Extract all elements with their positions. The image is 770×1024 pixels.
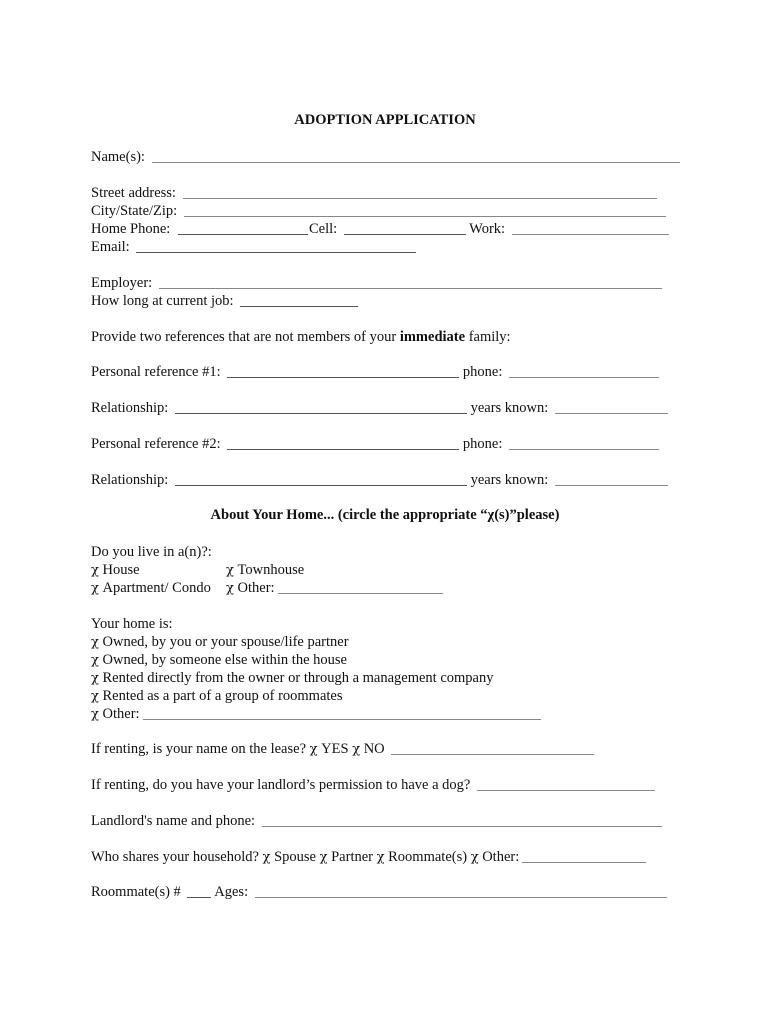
circle-option-icon: χ [319,850,328,865]
circle-option-icon: χ [226,581,234,596]
reference-1-phone-label: phone: [462,364,503,380]
reference-2-row [91,435,659,453]
apartment-option-label: Apartment/ Condo [102,580,211,596]
street-field[interactable] [183,184,657,199]
roommates-label: Roommate(s) [388,849,468,865]
ages-field[interactable] [255,883,667,898]
roommates-row [91,883,667,901]
landlord-name-row [91,812,662,830]
street-row [91,184,657,202]
circle-option-icon: χ [91,581,99,596]
landlord-permission-row [91,776,655,794]
landlord-permission-label: If renting, do you have your landlord’s permission to have a dog? [91,777,471,793]
circle-option-icon: χ [91,707,99,722]
lease-yes-option[interactable] [310,741,349,757]
employer-label: Employer: [91,275,153,291]
reference-1-label: Personal reference #1: [91,364,221,380]
names-row [91,148,680,166]
home-is-option[interactable] [91,651,347,669]
spouse-option[interactable] [263,849,316,865]
household-other-field[interactable] [522,848,646,863]
home-is-question: Your home is: [91,616,173,632]
partner-label: Partner [331,849,373,865]
employer-field[interactable] [159,274,662,289]
home-is-option[interactable] [91,669,494,687]
circle-option-icon: χ [376,850,385,865]
home-is-option[interactable] [91,705,541,723]
live-in-question: Do you live in a(n)?: [91,544,212,560]
circle-option-icon: χ [470,850,479,865]
circle-option-icon: χ [91,635,99,650]
work-label: Work: [469,221,506,237]
relationship-1-row [91,399,668,417]
circle-option-icon: χ [309,742,318,757]
references-intro-post: family: [465,329,511,345]
city-row [91,202,666,220]
home-is-option-label: Other: [102,706,140,722]
townhouse-option[interactable] [226,561,304,580]
circle-option-icon: χ [91,671,99,686]
home-phone-field[interactable] [178,220,308,235]
email-field[interactable] [136,238,416,253]
reference-1-field[interactable] [227,363,459,378]
lease-no-label: NO [363,741,385,757]
relationship-2-label: Relationship: [91,472,169,488]
how-long-label: How long at current job: [91,293,234,309]
home-is-option-label: Owned, by you or your spouse/life partner [102,634,349,650]
lease-row [91,740,594,758]
home-is-option[interactable] [91,633,349,651]
landlord-permission-field[interactable] [477,776,655,791]
employer-row [91,274,662,292]
lease-yes-label: YES [321,741,349,757]
home-section-heading: About Your Home... (circle the appropriate “χ(s)”please) [210,507,560,523]
references-intro [91,328,511,346]
spouse-label: Spouse [274,849,316,865]
home-is-option-label: Rented as a part of a group of roommates [102,688,343,704]
names-label: Name(s): [91,149,145,165]
household-question: Who shares your household? [91,849,259,865]
live-in-row-1 [91,561,691,579]
how-long-row [91,292,358,310]
relationship-2-row [91,471,668,489]
circle-option-icon: χ [91,689,99,704]
years-known-1-label: years known: [470,400,549,416]
page-title: ADOPTION APPLICATION [294,112,476,128]
home-is-option[interactable] [91,687,343,705]
home-is-option-label: Owned, by someone else within the house [102,652,347,668]
household-other-option[interactable] [471,849,520,865]
relationship-1-field[interactable] [175,399,467,414]
apartment-option[interactable] [91,580,211,596]
ages-label: Ages: [214,884,249,900]
home-is-other-field[interactable] [143,705,541,720]
reference-1-phone-field[interactable] [509,363,659,378]
live-in-row-2 [91,579,691,597]
cell-field[interactable] [344,220,466,235]
years-known-2-label: years known: [470,472,549,488]
other-dwelling-option[interactable] [226,579,443,598]
reference-1-row [91,363,659,381]
lease-field[interactable] [391,740,594,755]
roommates-count-label: Roommate(s) # [91,884,181,900]
home-phone-label: Home Phone: [91,221,171,237]
home-is-option-label: Rented directly from the owner or through a management company [102,670,494,686]
reference-2-field[interactable] [227,435,459,450]
household-other-label: Other: [482,849,520,865]
other-dwelling-label: Other: [237,580,275,596]
city-label: City/State/Zip: [91,203,178,219]
references-intro-pre: Provide two references that are not members of your [91,329,400,345]
phone-row [91,220,669,238]
names-field[interactable] [152,148,680,163]
how-long-field[interactable] [240,292,358,307]
circle-option-icon: χ [262,850,271,865]
lease-question: If renting, is your name on the lease? [91,741,307,757]
circle-option-icon: χ [352,742,361,757]
household-row [91,848,646,866]
references-intro-bold: immediate [399,329,466,345]
other-dwelling-field[interactable] [278,579,443,594]
partner-option[interactable] [320,849,373,865]
circle-option-icon: χ [91,563,99,578]
relationship-2-field[interactable] [175,471,467,486]
landlord-name-field[interactable] [262,812,662,827]
reference-2-phone-label: phone: [462,436,503,452]
cell-label: Cell: [308,221,338,237]
landlord-name-label: Landlord's name and phone: [91,813,256,829]
years-known-1-field[interactable] [555,399,668,414]
street-label: Street address: [91,185,176,201]
years-known-2-field[interactable] [555,471,668,486]
circle-option-icon: χ [91,653,99,668]
house-option[interactable] [91,562,140,578]
roommates-count-field[interactable] [187,883,211,898]
circle-option-icon: χ [226,563,234,578]
lease-no-option[interactable] [352,741,384,757]
townhouse-option-label: Townhouse [237,562,305,578]
email-label: Email: [91,239,130,255]
work-field[interactable] [512,220,669,235]
reference-2-label: Personal reference #2: [91,436,221,452]
roommates-option[interactable] [377,849,467,865]
reference-2-phone-field[interactable] [509,435,659,450]
email-row [91,238,416,256]
relationship-1-label: Relationship: [91,400,169,416]
city-field[interactable] [184,202,666,217]
house-option-label: House [102,562,140,578]
